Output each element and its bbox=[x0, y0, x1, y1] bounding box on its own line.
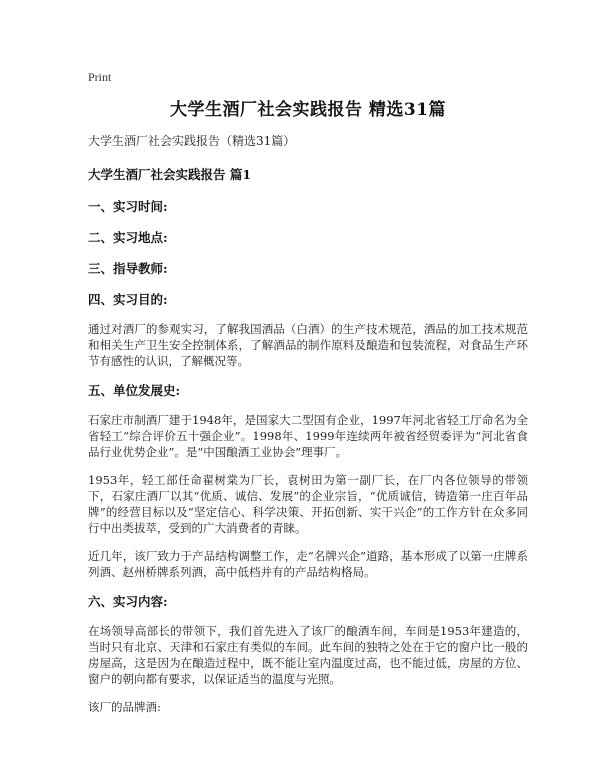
section-heading-development: 五、单位发展史: bbox=[88, 383, 181, 398]
print-link[interactable]: Print bbox=[88, 70, 112, 84]
document-page bbox=[88, 70, 528, 727]
paragraph-history-2: 1953年，轻工部任命翟树棠为厂长，袁树田为第一副厂长，在厂内各位领导的带领下，石家庄酒厂以其“优质、诚信、发展”的企业宗旨，“优质诚信，铸造第一庄百年品牌”的经营目标以及“坚定信心、科学决策、开拓创新、实干兴企”的工作方针在众多同行中出类拔萃，受到的广大消费者的青睐。 bbox=[88, 473, 528, 535]
page-title: 大学生酒厂社会实践报告 精选31篇 bbox=[169, 100, 447, 120]
document-subtitle: 大学生酒厂社会实践报告（精选31篇） bbox=[88, 134, 296, 148]
section-heading-purpose: 四、实习目的: bbox=[88, 292, 168, 307]
paragraph-content-1: 在场领导高部长的带领下，我们首先进入了该厂的酿酒车间，车间是1953年建造的，当时只有北京、天津和石家庄有类似的车间。此车间的独特之处在于它的窗户比一般的房屋高，这是因为在酿造过程中，既不能让室内温度过高，也不能过低，房屋的方位、窗户的朝向都有要求，以保证适当的温度与光照。 bbox=[88, 624, 528, 686]
paragraph-history-3: 近几年，该厂致力于产品结构调整工作，走“名牌兴企”道路，基本形成了以第一庄牌系列酒、赵州桥牌系列酒，高中低档并有的产品结构格局。 bbox=[88, 549, 528, 579]
paragraph-content-2: 该厂的品牌酒: bbox=[88, 700, 161, 714]
section-heading-place: 二、实习地点: bbox=[88, 230, 168, 245]
part-heading: 大学生酒厂社会实践报告 篇1 bbox=[88, 167, 252, 182]
paragraph-purpose: 通过对酒厂的参观实习，了解我国酒品（白酒）的生产技术规范，酒品的加工技术规范和相关生产卫生安全控制体系，了解酒品的制作原料及酿造和包装流程，对食品生产环节有感性的认识，了解概况等。 bbox=[88, 322, 528, 368]
section-heading-content: 六、实习内容: bbox=[88, 594, 168, 609]
section-heading-time: 一、实习时间: bbox=[88, 199, 168, 214]
section-heading-teacher: 三、指导教师: bbox=[88, 261, 168, 276]
paragraph-history-1: 石家庄市制酒厂建于1948年，是国家大二型国有企业，1997年河北省轻工厅命名为全省轻工“综合评价五十强企业”。1998年、1999年连续两年被省经贸委评为“河北省食品行业优势企业”。是“中国酿酒工业协会”理事厂。 bbox=[88, 413, 528, 459]
